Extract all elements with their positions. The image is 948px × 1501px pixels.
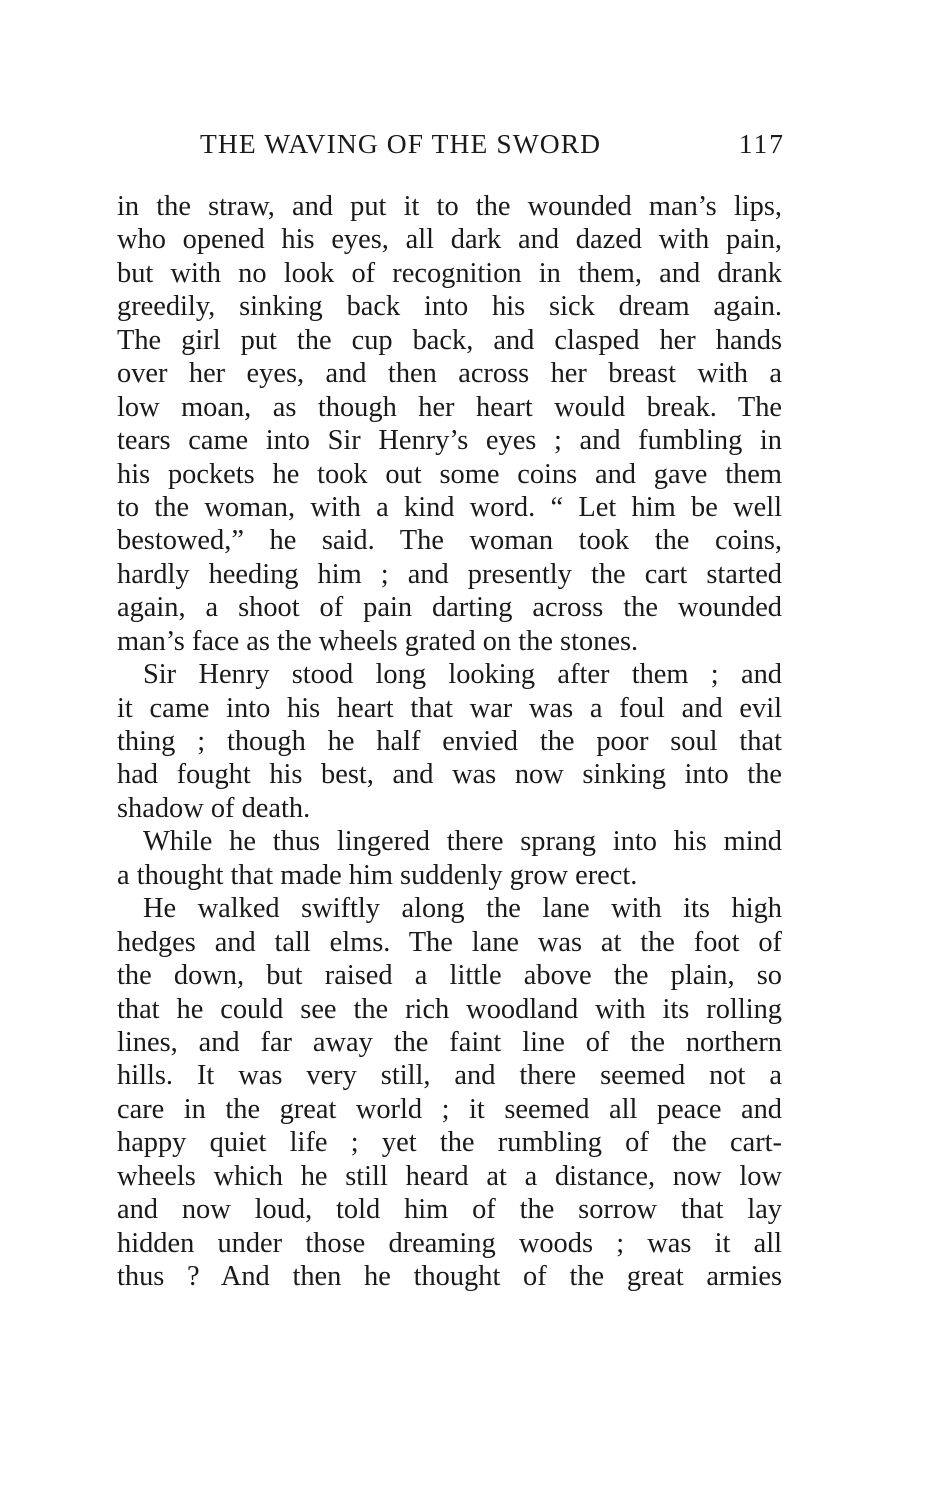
- text-line: care in the great world ; it seemed all peace and: [117, 1093, 782, 1125]
- text-line: his pockets he took out some coins and gave them: [117, 458, 782, 490]
- paragraph: [117, 892, 782, 1293]
- running-head: [200, 128, 785, 168]
- text-line: lines, and far away the faint line of the northern: [117, 1026, 782, 1058]
- text-line: who opened his eyes, all dark and dazed with pain,: [117, 224, 782, 256]
- text-line: that he could see the rich woodland with its rolling: [117, 993, 782, 1025]
- body-text: [117, 190, 782, 1293]
- text-line: greedily, sinking back into his sick dream again.: [117, 291, 782, 323]
- text-line: had fought his best, and was now sinking into the: [117, 759, 782, 791]
- paragraph: [117, 825, 782, 892]
- text-line: shadow of death.: [117, 792, 311, 824]
- text-line: He walked swiftly along the lane with its high: [143, 893, 782, 925]
- paragraph: [117, 658, 782, 825]
- text-line: tears came into Sir Henry’s eyes ; and fumbling in: [117, 425, 782, 457]
- text-line: and now loud, told him of the sorrow that lay: [117, 1194, 782, 1226]
- text-line: it came into his heart that war was a foul and evil: [117, 692, 782, 724]
- text-line: The girl put the cup back, and clasped her hands: [117, 324, 782, 356]
- text-line: thing ; though he half envied the poor soul that: [117, 726, 782, 757]
- text-line: hills. It was very still, and there seemed not a: [117, 1060, 782, 1092]
- text-line: wheels which he still heard at a distance, now low: [117, 1160, 782, 1192]
- text-line: man’s face as the wheels grated on the stones.: [117, 625, 639, 657]
- text-line: but with no look of recognition in them, and drank: [117, 257, 782, 289]
- text-line: again, a shoot of pain darting across the wounded: [117, 592, 782, 624]
- running-title: THE WAVING OF THE SWORD: [200, 128, 602, 159]
- text-line: in the straw, and put it to the wounded man’s lips,: [117, 191, 782, 222]
- text-line: low moan, as though her heart would break. The: [117, 391, 782, 423]
- text-line: a thought that made him suddenly grow erect.: [117, 859, 638, 891]
- paragraph: [117, 190, 782, 658]
- text-line: the down, but raised a little above the plain, so: [117, 960, 782, 992]
- text-line: Sir Henry stood long looking after them ; and: [143, 659, 782, 691]
- text-line: bestowed,” he said. The woman took the coins,: [117, 525, 782, 557]
- text-line: hedges and tall elms. The lane was at the foot of: [117, 926, 782, 958]
- text-line: thus ? And then he thought of the great armies: [117, 1261, 782, 1292]
- text-line: hidden under those dreaming woods ; was it all: [117, 1227, 782, 1259]
- page-number: 117: [738, 128, 785, 159]
- text-line: hardly heeding him ; and presently the cart started: [117, 558, 782, 590]
- text-line: over her eyes, and then across her breast with a: [117, 358, 782, 390]
- text-line: While he thus lingered there sprang into his mind: [143, 826, 782, 858]
- text-line: happy quiet life ; yet the rumbling of the cart-: [117, 1127, 782, 1159]
- text-line: to the woman, with a kind word. “ Let him be well: [117, 491, 782, 523]
